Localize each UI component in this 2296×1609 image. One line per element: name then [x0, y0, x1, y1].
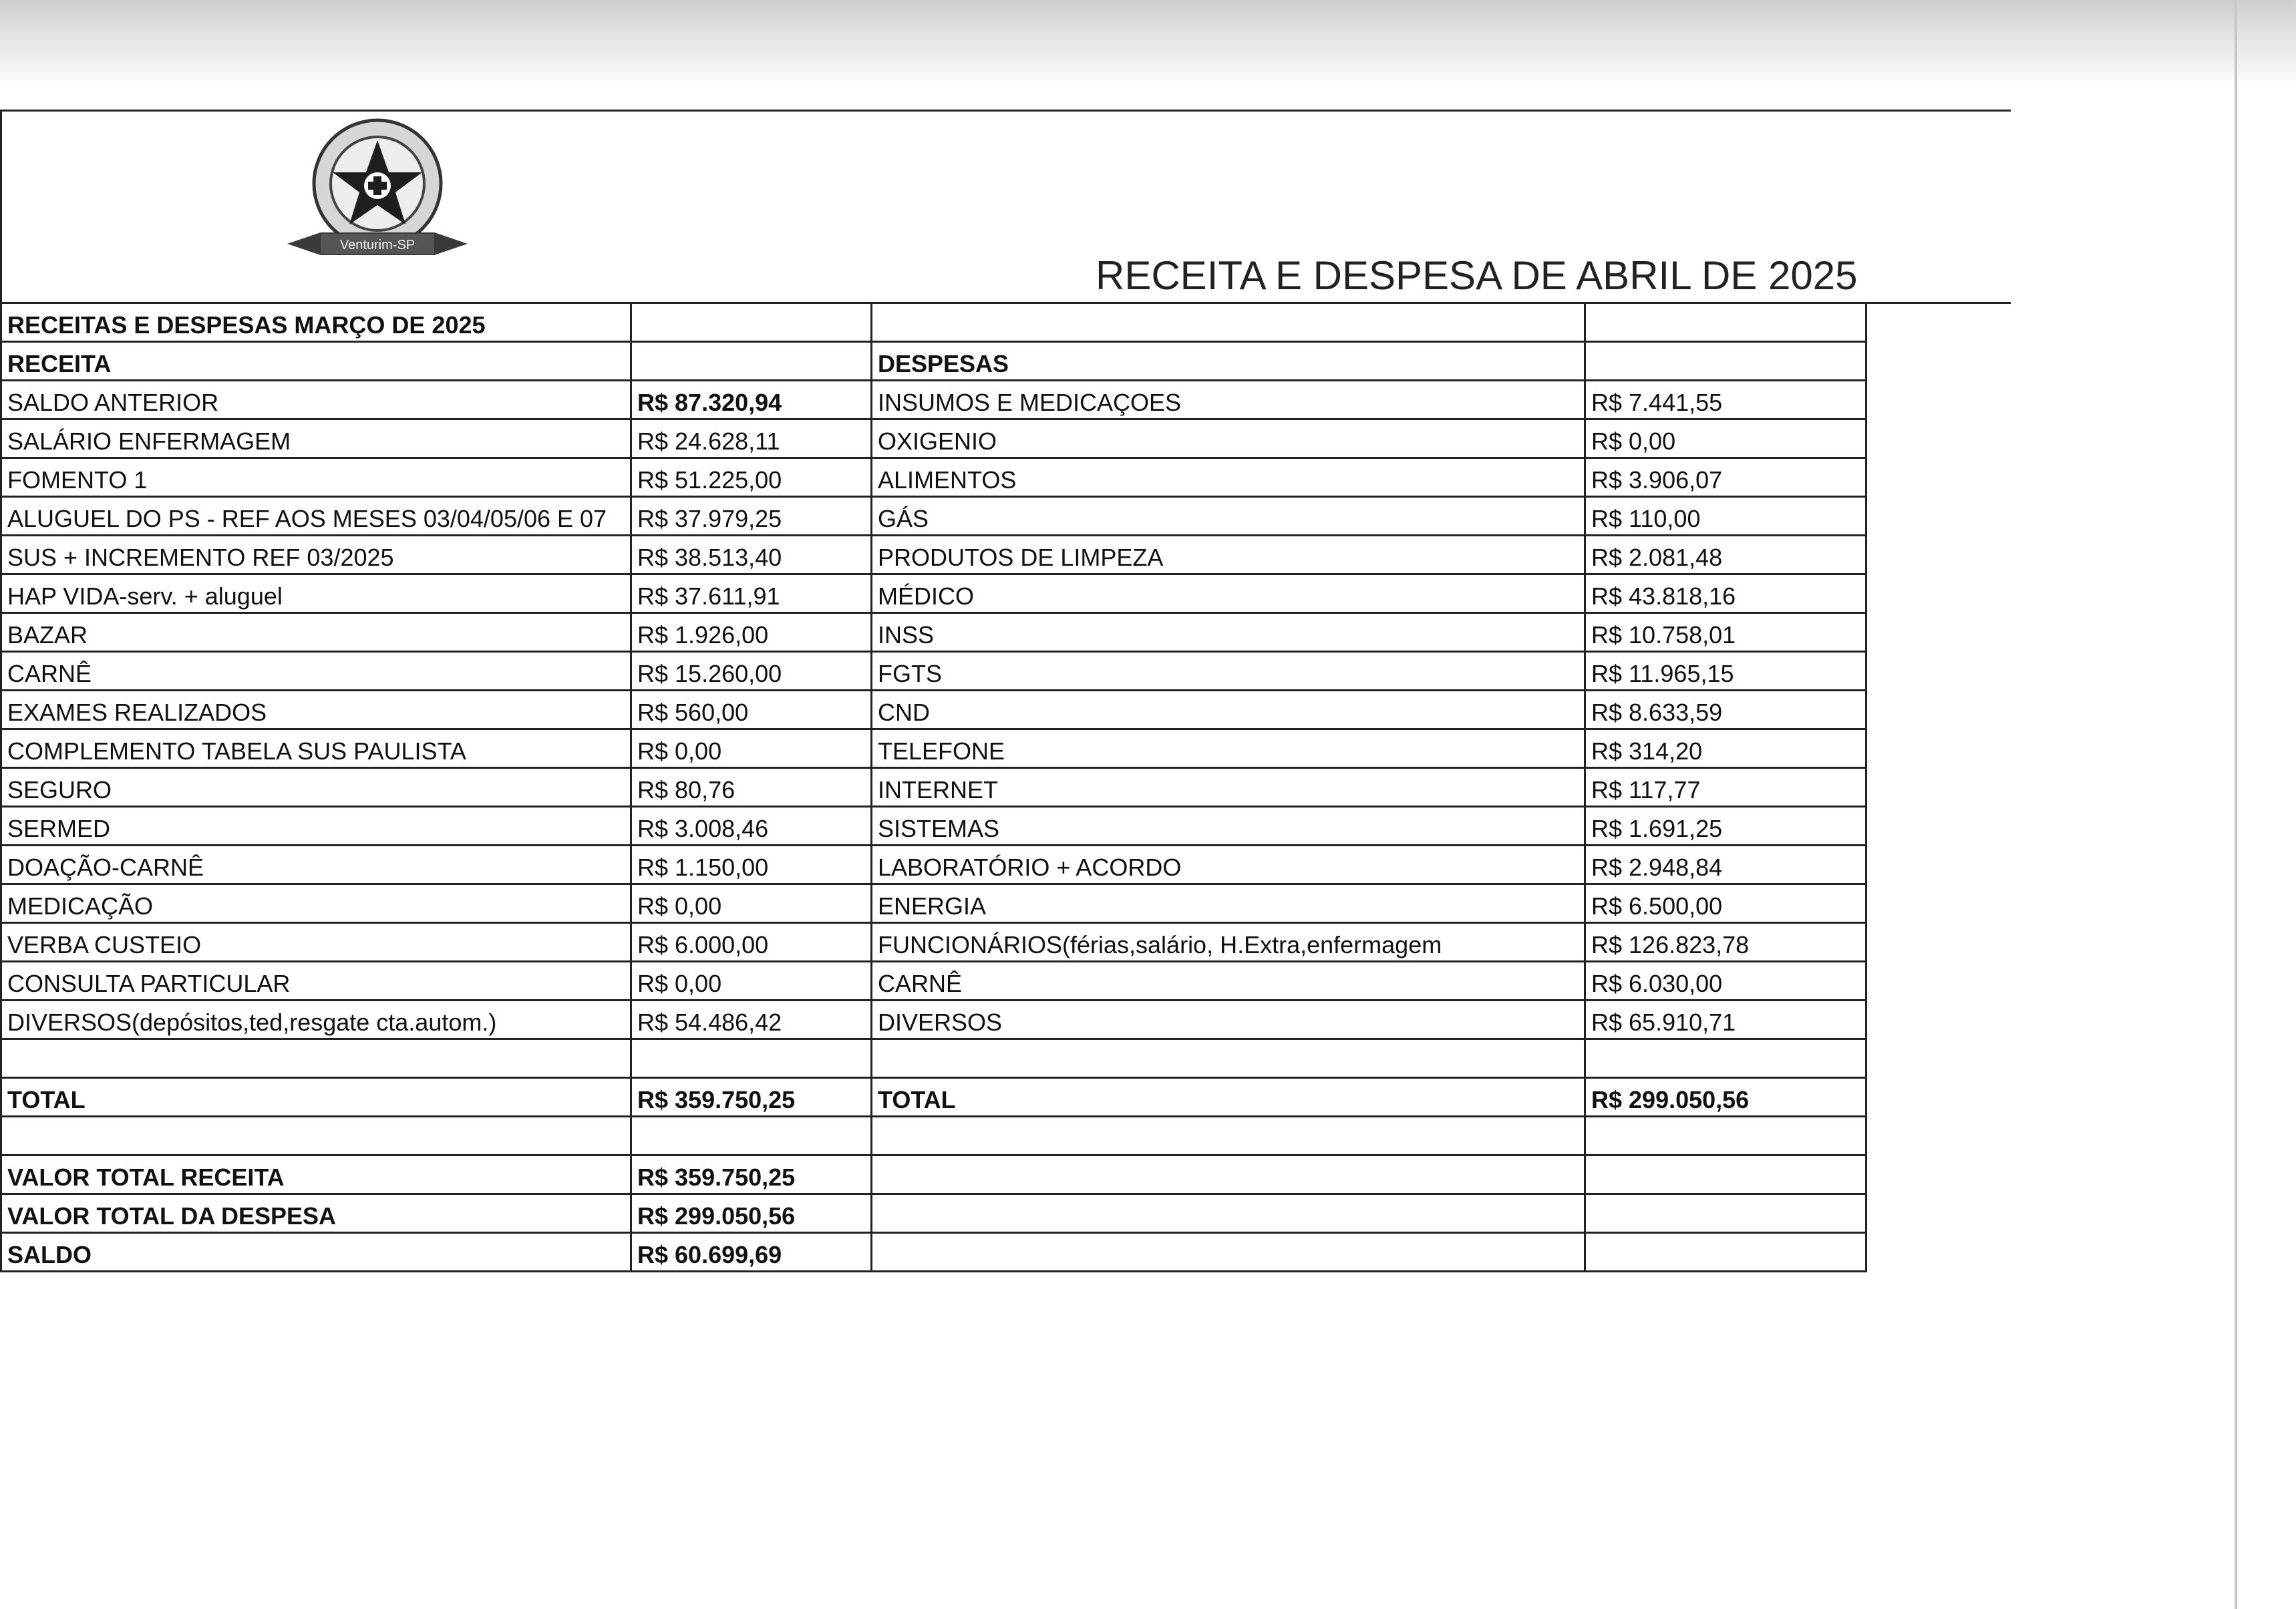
despesa-label: INTERNET [872, 768, 1585, 807]
receita-value: R$ 560,00 [631, 691, 872, 729]
receita-label: FOMENTO 1 [1, 458, 631, 497]
despesa-label: DIVERSOS [872, 1001, 1585, 1039]
receita-value: R$ 6.000,00 [631, 923, 872, 962]
despesa-value: R$ 110,00 [1585, 497, 1866, 536]
receita-value: R$ 24.628,11 [631, 419, 872, 458]
receita-label: COMPLEMENTO TABELA SUS PAULISTA [1, 729, 631, 768]
receita-value: R$ 37.979,25 [631, 497, 872, 536]
receita-total-value: R$ 359.750,25 [631, 1078, 872, 1117]
empty-row [1, 1117, 1866, 1155]
despesa-label: INSUMOS E MEDICAÇOES [872, 381, 1585, 419]
receita-header: RECEITA [1, 342, 631, 381]
receita-label: SEGURO [1, 768, 631, 807]
receita-value: R$ 0,00 [631, 884, 872, 923]
receita-value: R$ 54.486,42 [631, 1001, 872, 1039]
table-row [1, 846, 1866, 884]
table-row [1, 574, 1866, 613]
despesa-total-value: R$ 299.050,56 [1585, 1078, 1866, 1117]
empty-row [1, 1039, 1866, 1078]
despesa-value: R$ 117,77 [1585, 768, 1866, 807]
table-row [1, 729, 1866, 768]
star-cross-seal-icon [281, 114, 474, 281]
despesa-label: PRODUTOS DE LIMPEZA [872, 536, 1585, 574]
despesa-value: R$ 7.441,55 [1585, 381, 1866, 419]
despesa-value: R$ 2.081,48 [1585, 536, 1866, 574]
summary-row [1, 1194, 1866, 1233]
despesa-value: R$ 126.823,78 [1585, 923, 1866, 962]
total-row [1, 1078, 1866, 1117]
despesa-value: R$ 6.030,00 [1585, 962, 1866, 1001]
despesa-value: R$ 10.758,01 [1585, 613, 1866, 652]
receita-total-label: TOTAL [1, 1078, 631, 1117]
despesa-label: ALIMENTOS [872, 458, 1585, 497]
receita-label: BAZAR [1, 613, 631, 652]
despesa-value: R$ 1.691,25 [1585, 807, 1866, 846]
despesa-label: INSS [872, 613, 1585, 652]
receita-value: R$ 37.611,91 [631, 574, 872, 613]
despesa-label: MÉDICO [872, 574, 1585, 613]
receita-value: R$ 1.150,00 [631, 846, 872, 884]
summary-label: SALDO [1, 1233, 631, 1272]
table-row [1, 652, 1866, 691]
despesas-header: DESPESAS [872, 342, 1585, 381]
receita-value: R$ 51.225,00 [631, 458, 872, 497]
despesa-total-label: TOTAL [872, 1078, 1585, 1117]
frame-top-rule [0, 110, 2011, 112]
receita-value: R$ 3.008,46 [631, 807, 872, 846]
finance-table [0, 302, 1867, 1272]
receita-value: R$ 87.320,94 [631, 381, 872, 419]
despesa-label: GÁS [872, 497, 1585, 536]
despesa-label: FUNCIONÁRIOS(férias,salário, H.Extra,enfermagem [872, 923, 1585, 962]
despesa-label: SISTEMAS [872, 807, 1585, 846]
receita-label: ALUGUEL DO PS - REF AOS MESES 03/04/05/06 E 07 [1, 497, 631, 536]
despesa-value: R$ 0,00 [1585, 419, 1866, 458]
table-row [1, 613, 1866, 652]
page-edge [2235, 0, 2237, 1609]
table-row [1, 381, 1866, 419]
scan-shadow [0, 0, 2296, 87]
table-row [1, 962, 1866, 1001]
section-header-row [1, 303, 1866, 342]
receita-value: R$ 80,76 [631, 768, 872, 807]
table-row [1, 691, 1866, 729]
receita-value: R$ 15.260,00 [631, 652, 872, 691]
despesa-value: R$ 314,20 [1585, 729, 1866, 768]
despesa-label: ENERGIA [872, 884, 1585, 923]
summary-label: VALOR TOTAL DA DESPESA [1, 1194, 631, 1233]
despesa-label: FGTS [872, 652, 1585, 691]
receita-label: CARNÊ [1, 652, 631, 691]
despesa-label: LABORATÓRIO + ACORDO [872, 846, 1585, 884]
table-row [1, 768, 1866, 807]
receita-value: R$ 38.513,40 [631, 536, 872, 574]
despesa-label: CARNÊ [872, 962, 1585, 1001]
despesa-label: CND [872, 691, 1585, 729]
table-row [1, 1001, 1866, 1039]
receita-label: SUS + INCREMENTO REF 03/2025 [1, 536, 631, 574]
receita-label: SALDO ANTERIOR [1, 381, 631, 419]
table-row [1, 923, 1866, 962]
receita-label: HAP VIDA-serv. + aluguel [1, 574, 631, 613]
despesa-value: R$ 2.948,84 [1585, 846, 1866, 884]
document-title: RECEITA E DESPESA DE ABRIL DE 2025 [1096, 253, 1858, 298]
receita-label: VERBA CUSTEIO [1, 923, 631, 962]
receita-value: R$ 0,00 [631, 962, 872, 1001]
receita-label: DOAÇÃO-CARNÊ [1, 846, 631, 884]
receita-label: MEDICAÇÃO [1, 884, 631, 923]
despesa-label: OXIGENIO [872, 419, 1585, 458]
receita-value: R$ 1.926,00 [631, 613, 872, 652]
summary-label: VALOR TOTAL RECEITA [1, 1155, 631, 1194]
receita-label: SALÁRIO ENFERMAGEM [1, 419, 631, 458]
despesa-value: R$ 8.633,59 [1585, 691, 1866, 729]
section-header: RECEITAS E DESPESAS MARÇO DE 2025 [1, 303, 631, 342]
column-header-row [1, 342, 1866, 381]
table-row [1, 807, 1866, 846]
summary-value: R$ 299.050,56 [631, 1194, 872, 1233]
summary-value: R$ 60.699,69 [631, 1233, 872, 1272]
table-row [1, 536, 1866, 574]
summary-row [1, 1233, 1866, 1272]
receita-label: DIVERSOS(depósitos,ted,resgate cta.autom.) [1, 1001, 631, 1039]
summary-row [1, 1155, 1866, 1194]
summary-value: R$ 359.750,25 [631, 1155, 872, 1194]
despesa-value: R$ 6.500,00 [1585, 884, 1866, 923]
despesa-label: TELEFONE [872, 729, 1585, 768]
table-row [1, 884, 1866, 923]
frame-left-rule [0, 110, 2, 303]
receita-label: EXAMES REALIZADOS [1, 691, 631, 729]
despesa-value: R$ 3.906,07 [1585, 458, 1866, 497]
logo-ribbon-text: Venturim-SP [339, 238, 416, 252]
despesa-value: R$ 11.965,15 [1585, 652, 1866, 691]
table-row [1, 419, 1866, 458]
receita-label: CONSULTA PARTICULAR [1, 962, 631, 1001]
despesa-value: R$ 43.818,16 [1585, 574, 1866, 613]
receita-label: SERMED [1, 807, 631, 846]
table-row [1, 458, 1866, 497]
receita-value: R$ 0,00 [631, 729, 872, 768]
despesa-value: R$ 65.910,71 [1585, 1001, 1866, 1039]
table-row [1, 497, 1866, 536]
